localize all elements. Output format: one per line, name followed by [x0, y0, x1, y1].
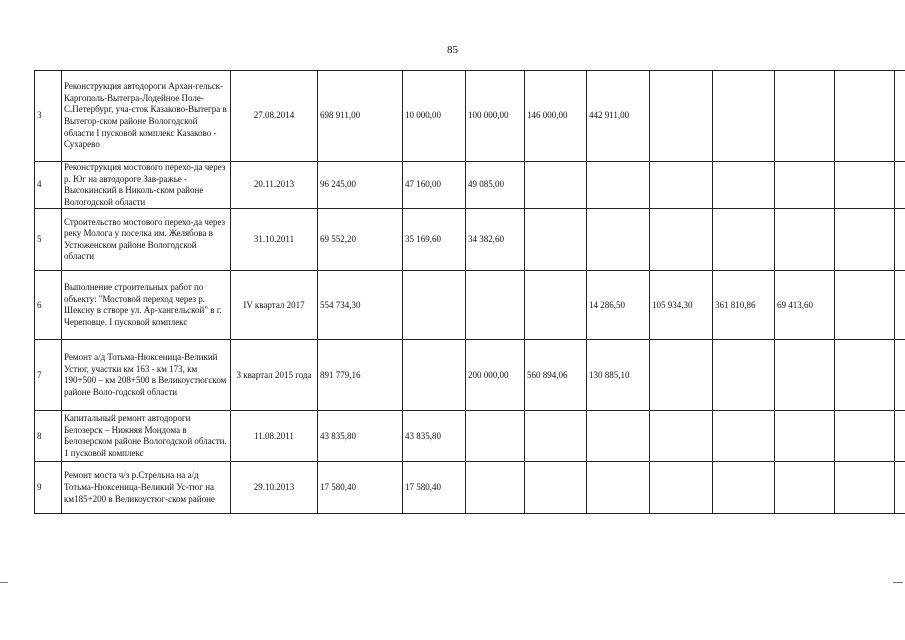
date-cell: IV квартал 2017 [231, 271, 318, 340]
object-name-cell: Капитальный ремонт автодороги Белозерск – Нижняя Мондома в Белозерском районе Вологодской области. 1 пусковой комплекс [62, 411, 231, 462]
amount-cell: 14 286,50 [587, 271, 650, 340]
object-name-cell: Реконструкция автодороги Архан-гельск-Каргополь-Вытегра-Лодейное Поле-С.Петербург, уча-сток Казаково-Вытегра в Вытегор-ском районе Вологодской области I пусковой комплекс Казаково - Сухарево [62, 71, 231, 162]
amount-cell: 69 413,60 [775, 271, 835, 340]
amount-cell [895, 71, 905, 162]
amount-cell [713, 209, 775, 271]
amount-cell [835, 462, 895, 514]
table-row [35, 340, 905, 411]
amount-cell [587, 411, 650, 462]
row-number-cell: 3 [35, 71, 62, 162]
amount-cell [466, 271, 525, 340]
amount-cell [525, 411, 587, 462]
table-row [35, 209, 905, 271]
date-cell: 27.08.2014 [231, 71, 318, 162]
amount-cell [525, 162, 587, 209]
amount-cell [587, 209, 650, 271]
amount-cell [466, 462, 525, 514]
amount-cell [403, 340, 466, 411]
amount-cell [835, 271, 895, 340]
amount-cell: 146 000,00 [525, 71, 587, 162]
table-row [35, 162, 905, 209]
amount-cell: 17 580,40 [318, 462, 403, 514]
amount-cell: 560 894,06 [525, 340, 587, 411]
amount-cell [525, 271, 587, 340]
table-body [35, 71, 905, 514]
amount-cell: 43 835,80 [403, 411, 466, 462]
amount-cell [895, 462, 905, 514]
amount-cell [775, 411, 835, 462]
amount-cell [525, 462, 587, 514]
row-number-cell: 7 [35, 340, 62, 411]
amount-cell [775, 340, 835, 411]
amount-cell [650, 340, 713, 411]
amount-cell [775, 209, 835, 271]
amount-cell [587, 162, 650, 209]
date-cell: 3 квартал 2015 года [231, 340, 318, 411]
amount-cell [403, 271, 466, 340]
amount-cell: 43 835,80 [318, 411, 403, 462]
table-row [35, 71, 905, 162]
date-cell: 11.08.2011 [231, 411, 318, 462]
amount-cell: 49 085,00 [466, 162, 525, 209]
amount-cell [835, 71, 895, 162]
amount-cell [713, 411, 775, 462]
object-name-cell: Ремонт а/д Тотьма-Нюксеница-Великий Устюг, участки км 163 - км 173, км 190+500 – км 208+500 в Великоустюгском районе Воло-годской области [62, 340, 231, 411]
amount-cell [835, 411, 895, 462]
amount-cell [895, 271, 905, 340]
amount-cell: 34 382,60 [466, 209, 525, 271]
amount-cell: 96 245,00 [318, 162, 403, 209]
amount-cell: 105 934,30 [650, 271, 713, 340]
amount-cell [835, 162, 895, 209]
row-number-cell: 8 [35, 411, 62, 462]
object-name-cell: Выполнение строительных работ по объекту: "Мостовой переход через р. Шексну в створе ул. Ар-хангельской" в г. Череповце. I пусковой комплекс [62, 271, 231, 340]
table-row [35, 462, 905, 514]
object-name-cell: Ремонт моста ч/з р.Стрельна на а/д Тотьма-Нюксеница-Великий Ус-тюг на км185+200 в Великоустюг-ском районе [62, 462, 231, 514]
amount-cell [650, 209, 713, 271]
row-number-cell: 9 [35, 462, 62, 514]
amount-cell [525, 209, 587, 271]
amount-cell [650, 411, 713, 462]
amount-cell [835, 340, 895, 411]
amount-cell: 69 552,20 [318, 209, 403, 271]
row-number-cell: 4 [35, 162, 62, 209]
amount-cell: 47 160,00 [403, 162, 466, 209]
amount-cell: 100 000,00 [466, 71, 525, 162]
data-table [34, 70, 905, 514]
amount-cell [895, 411, 905, 462]
amount-cell [835, 209, 895, 271]
amount-cell: 698 911,00 [318, 71, 403, 162]
row-number-cell: 6 [35, 271, 62, 340]
amount-cell: 17 580,40 [403, 462, 466, 514]
amount-cell [650, 162, 713, 209]
amount-cell [775, 71, 835, 162]
amount-cell: 10 000,00 [403, 71, 466, 162]
amount-cell [650, 71, 713, 162]
amount-cell: 554 734,30 [318, 271, 403, 340]
amount-cell [713, 462, 775, 514]
amount-cell [895, 162, 905, 209]
page-edge-mark-right [893, 582, 903, 583]
amount-cell [713, 340, 775, 411]
table-row [35, 411, 905, 462]
amount-cell [713, 162, 775, 209]
amount-cell: 130 885,10 [587, 340, 650, 411]
amount-cell [587, 462, 650, 514]
amount-cell [650, 462, 713, 514]
object-name-cell: Реконструкция мостового перехо-да через р. Юг на автодороге Зав-ражье - Высокинский в Николь-ском районе Вологодской области [62, 162, 231, 209]
amount-cell: 361 810,86 [713, 271, 775, 340]
page-number: 85 [447, 44, 458, 56]
amount-cell [775, 162, 835, 209]
date-cell: 31.10.2011 [231, 209, 318, 271]
amount-cell: 35 169,60 [403, 209, 466, 271]
amount-cell [713, 71, 775, 162]
date-cell: 20.11.2013 [231, 162, 318, 209]
amount-cell: 891 779,16 [318, 340, 403, 411]
amount-cell [775, 462, 835, 514]
row-number-cell: 5 [35, 209, 62, 271]
page-edge-mark-left [0, 582, 8, 583]
amount-cell: 200 000,00 [466, 340, 525, 411]
amount-cell [895, 209, 905, 271]
date-cell: 29.10.2013 [231, 462, 318, 514]
amount-cell [895, 340, 905, 411]
table-row [35, 271, 905, 340]
object-name-cell: Строительство мостового перехо-да через реку Молога у поселка им. Желябова в Устюженском районе Вологодской области [62, 209, 231, 271]
amount-cell [466, 411, 525, 462]
amount-cell: 442 911,00 [587, 71, 650, 162]
